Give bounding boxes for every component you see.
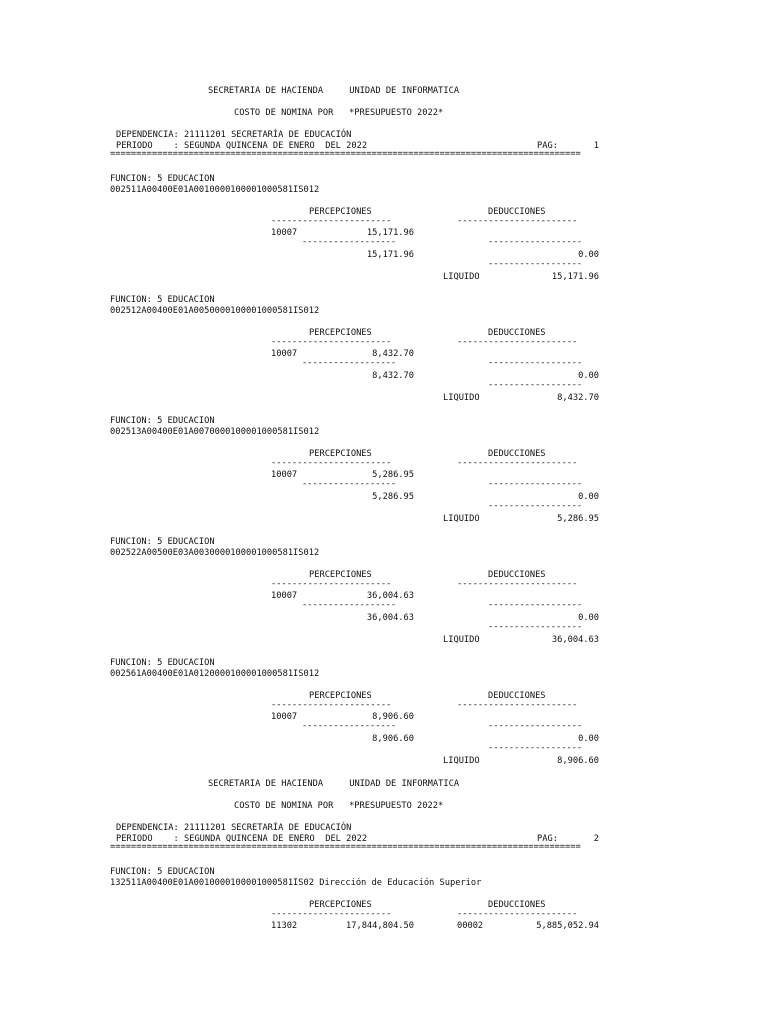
ded-subtotal-divider: ------------------	[488, 358, 583, 368]
perc-header: PERCEPCIONES	[309, 328, 372, 338]
perc-divider: -----------------------	[271, 700, 392, 710]
funcion-label: FUNCION: 5 EDUCACION	[110, 867, 215, 877]
perc-concept: 10007	[271, 228, 298, 238]
page-number: 1	[593, 141, 599, 151]
perc-amount: 17,844,804.50	[346, 921, 414, 931]
header-rule: ==========================================================================================	[110, 149, 581, 159]
perc-subtotal-divider: ------------------	[302, 600, 397, 610]
ded-header: DEDUCCIONES	[488, 900, 546, 910]
periodo-line: PERIODO : SEGUNDA QUINCENA DE ENERO DEL 2022	[116, 834, 368, 844]
account-code: 002513A00400E01A0070000100001000581IS012	[110, 427, 320, 437]
perc-header: PERCEPCIONES	[309, 449, 372, 459]
ded-subtotal-divider: ------------------	[488, 479, 583, 489]
ded-amount: 5,885,052.94	[536, 921, 599, 931]
ded-header: DEDUCCIONES	[488, 449, 546, 459]
ded-total-divider: ------------------	[488, 259, 583, 269]
liquido-label: LIQUIDO	[443, 756, 480, 766]
report-subtitle: COSTO DE NOMINA POR *PRESUPUESTO 2022*	[234, 801, 444, 811]
perc-divider: -----------------------	[271, 579, 392, 589]
perc-concept: 10007	[271, 712, 298, 722]
ded-total-divider: ------------------	[488, 622, 583, 632]
page-number: 2	[593, 834, 599, 844]
funcion-label: FUNCION: 5 EDUCACION	[110, 174, 215, 184]
liquido-label: LIQUIDO	[443, 393, 480, 403]
ded-divider: -----------------------	[457, 700, 578, 710]
dependencia-line: DEPENDENCIA: 21111201 SECRETARÍA DE EDUCACIÓN	[116, 130, 352, 140]
liquido-label: LIQUIDO	[443, 635, 480, 645]
perc-concept: 10007	[271, 591, 298, 601]
ded-total-divider: ------------------	[488, 743, 583, 753]
funcion-label: FUNCION: 5 EDUCACION	[110, 537, 215, 547]
perc-header: PERCEPCIONES	[309, 207, 372, 217]
ded-total-divider: ------------------	[488, 501, 583, 511]
perc-subtotal-divider: ------------------	[302, 237, 397, 247]
header-rule: ==========================================================================================	[110, 842, 581, 852]
perc-header: PERCEPCIONES	[309, 691, 372, 701]
liquido-label: LIQUIDO	[443, 514, 480, 524]
perc-total: 15,171.96	[366, 250, 414, 260]
ded-total: 0.00	[578, 250, 599, 260]
account-code: 132511A00400E01A0010000100001000581IS02 Dirección de Educación Superior	[110, 878, 482, 888]
perc-subtotal-divider: ------------------	[302, 358, 397, 368]
ded-total: 0.00	[578, 371, 599, 381]
ded-header: DEDUCCIONES	[488, 328, 546, 338]
ded-total: 0.00	[578, 613, 599, 623]
account-code: 002512A00400E01A0050000100001000581IS012	[110, 306, 320, 316]
liquido-value: 8,432.70	[557, 393, 599, 403]
perc-amount: 36,004.63	[366, 591, 414, 601]
liquido-value: 36,004.63	[551, 635, 599, 645]
perc-subtotal-divider: ------------------	[302, 479, 397, 489]
perc-header: PERCEPCIONES	[309, 900, 372, 910]
perc-divider: -----------------------	[271, 909, 392, 919]
funcion-label: FUNCION: 5 EDUCACION	[110, 295, 215, 305]
liquido-value: 8,906.60	[557, 756, 599, 766]
perc-total: 8,906.60	[372, 734, 414, 744]
page-label: PAG:	[537, 834, 558, 844]
dependencia-line: DEPENDENCIA: 21111201 SECRETARÍA DE EDUCACIÓN	[116, 823, 352, 833]
liquido-value: 15,171.96	[551, 272, 599, 282]
perc-divider: -----------------------	[271, 216, 392, 226]
funcion-label: FUNCION: 5 EDUCACION	[110, 658, 215, 668]
ded-total: 0.00	[578, 734, 599, 744]
perc-header: PERCEPCIONES	[309, 570, 372, 580]
perc-subtotal-divider: ------------------	[302, 721, 397, 731]
ded-total-divider: ------------------	[488, 380, 583, 390]
perc-amount: 5,286.95	[372, 470, 414, 480]
ded-divider: -----------------------	[457, 216, 578, 226]
liquido-value: 5,286.95	[557, 514, 599, 524]
perc-amount: 8,906.60	[372, 712, 414, 722]
perc-amount: 8,432.70	[372, 349, 414, 359]
report-title: SECRETARIA DE HACIENDA UNIDAD DE INFORMATICA	[208, 779, 460, 789]
page-label: PAG:	[537, 141, 558, 151]
account-code: 002511A00400E01A0010000100001000581IS012	[110, 185, 320, 195]
ded-header: DEDUCCIONES	[488, 207, 546, 217]
perc-concept: 10007	[271, 470, 298, 480]
ded-subtotal-divider: ------------------	[488, 237, 583, 247]
ded-header: DEDUCCIONES	[488, 570, 546, 580]
account-code: 002561A00400E01A0120000100001000581IS012	[110, 669, 320, 679]
ded-total: 0.00	[578, 492, 599, 502]
liquido-label: LIQUIDO	[443, 272, 480, 282]
report-title: SECRETARIA DE HACIENDA UNIDAD DE INFORMATICA	[208, 86, 460, 96]
report-subtitle: COSTO DE NOMINA POR *PRESUPUESTO 2022*	[234, 108, 444, 118]
ded-divider: -----------------------	[457, 909, 578, 919]
ded-divider: -----------------------	[457, 458, 578, 468]
ded-subtotal-divider: ------------------	[488, 600, 583, 610]
ded-divider: -----------------------	[457, 579, 578, 589]
ded-concept: 00002	[457, 921, 484, 931]
ded-header: DEDUCCIONES	[488, 691, 546, 701]
ded-divider: -----------------------	[457, 337, 578, 347]
perc-amount: 15,171.96	[366, 228, 414, 238]
perc-divider: -----------------------	[271, 458, 392, 468]
funcion-label: FUNCION: 5 EDUCACION	[110, 416, 215, 426]
perc-total: 5,286.95	[372, 492, 414, 502]
ded-subtotal-divider: ------------------	[488, 721, 583, 731]
account-code: 002522A00500E03A0030000100001000581IS012	[110, 548, 320, 558]
perc-concept: 11302	[271, 921, 298, 931]
perc-divider: -----------------------	[271, 337, 392, 347]
perc-total: 36,004.63	[366, 613, 414, 623]
periodo-line: PERIODO : SEGUNDA QUINCENA DE ENERO DEL 2022	[116, 141, 368, 151]
perc-total: 8,432.70	[372, 371, 414, 381]
perc-concept: 10007	[271, 349, 298, 359]
